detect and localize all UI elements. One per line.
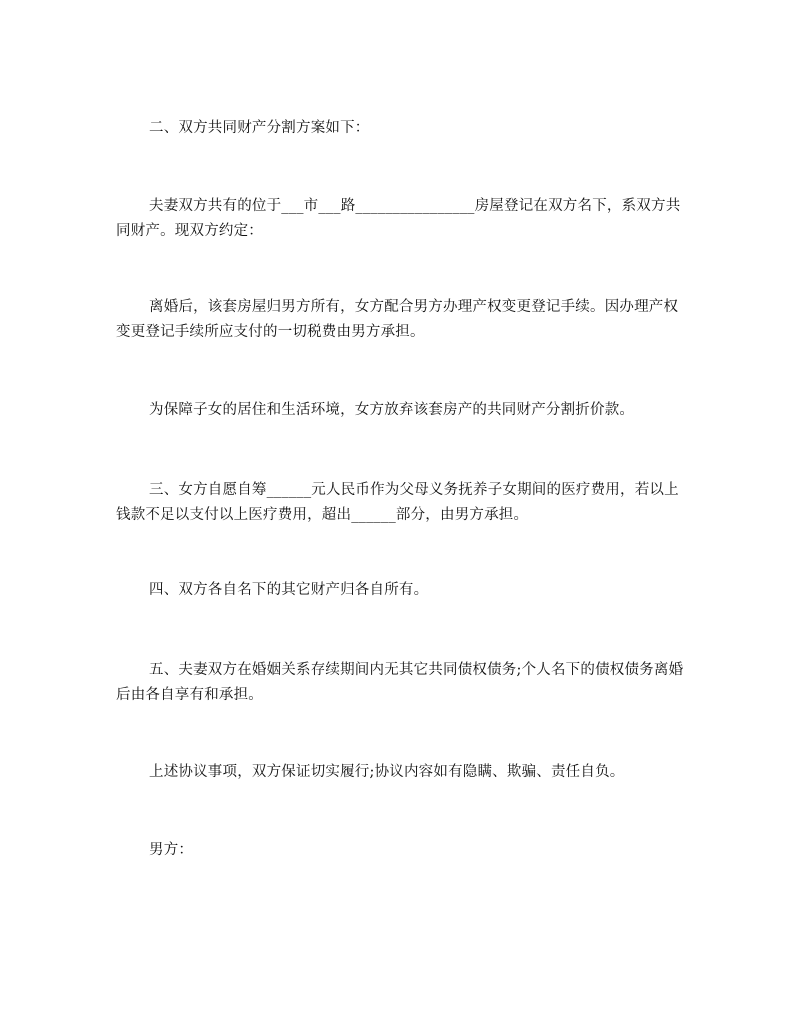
section-three-medical-paragraph: 三、女方自愿自筹______元人民币作为父母义务抚养子女期间的医疗费用，若以上钱款不足以支付以上医疗费用，超出______部分，由男方承担。 (116, 482, 679, 523)
section-two-heading: 二、双方共同财产分割方案如下： (149, 120, 370, 136)
male-party-signature-label: 男方： (149, 842, 194, 858)
section-four-paragraph: 四、双方各自名下的其它财产归各自所有。 (149, 582, 429, 598)
compensation-waiver-paragraph: 为保障子女的居住和生活环境，女方放弃该套房产的共同财产分割折价款。 (149, 402, 635, 418)
property-location-paragraph: 夫妻双方共有的位于___市___路________________房屋登记在双方名下，系双方共同财产。现双方约定： (116, 198, 681, 239)
house-ownership-paragraph: 离婚后，该套房屋归男方所有，女方配合男方办理产权变更登记手续。因办理产权变更登记手续所应支付的一切税费由男方承担。 (116, 299, 679, 340)
section-five-paragraph: 五、夫妻双方在婚姻关系存续期间内无其它共同债权债务;个人名下的债权债务离婚后由各自享有和承担。 (116, 662, 684, 703)
agreement-guarantee-paragraph: 上述协议事项，双方保证切实履行;协议内容如有隐瞒、欺骗、责任自负。 (149, 764, 625, 780)
